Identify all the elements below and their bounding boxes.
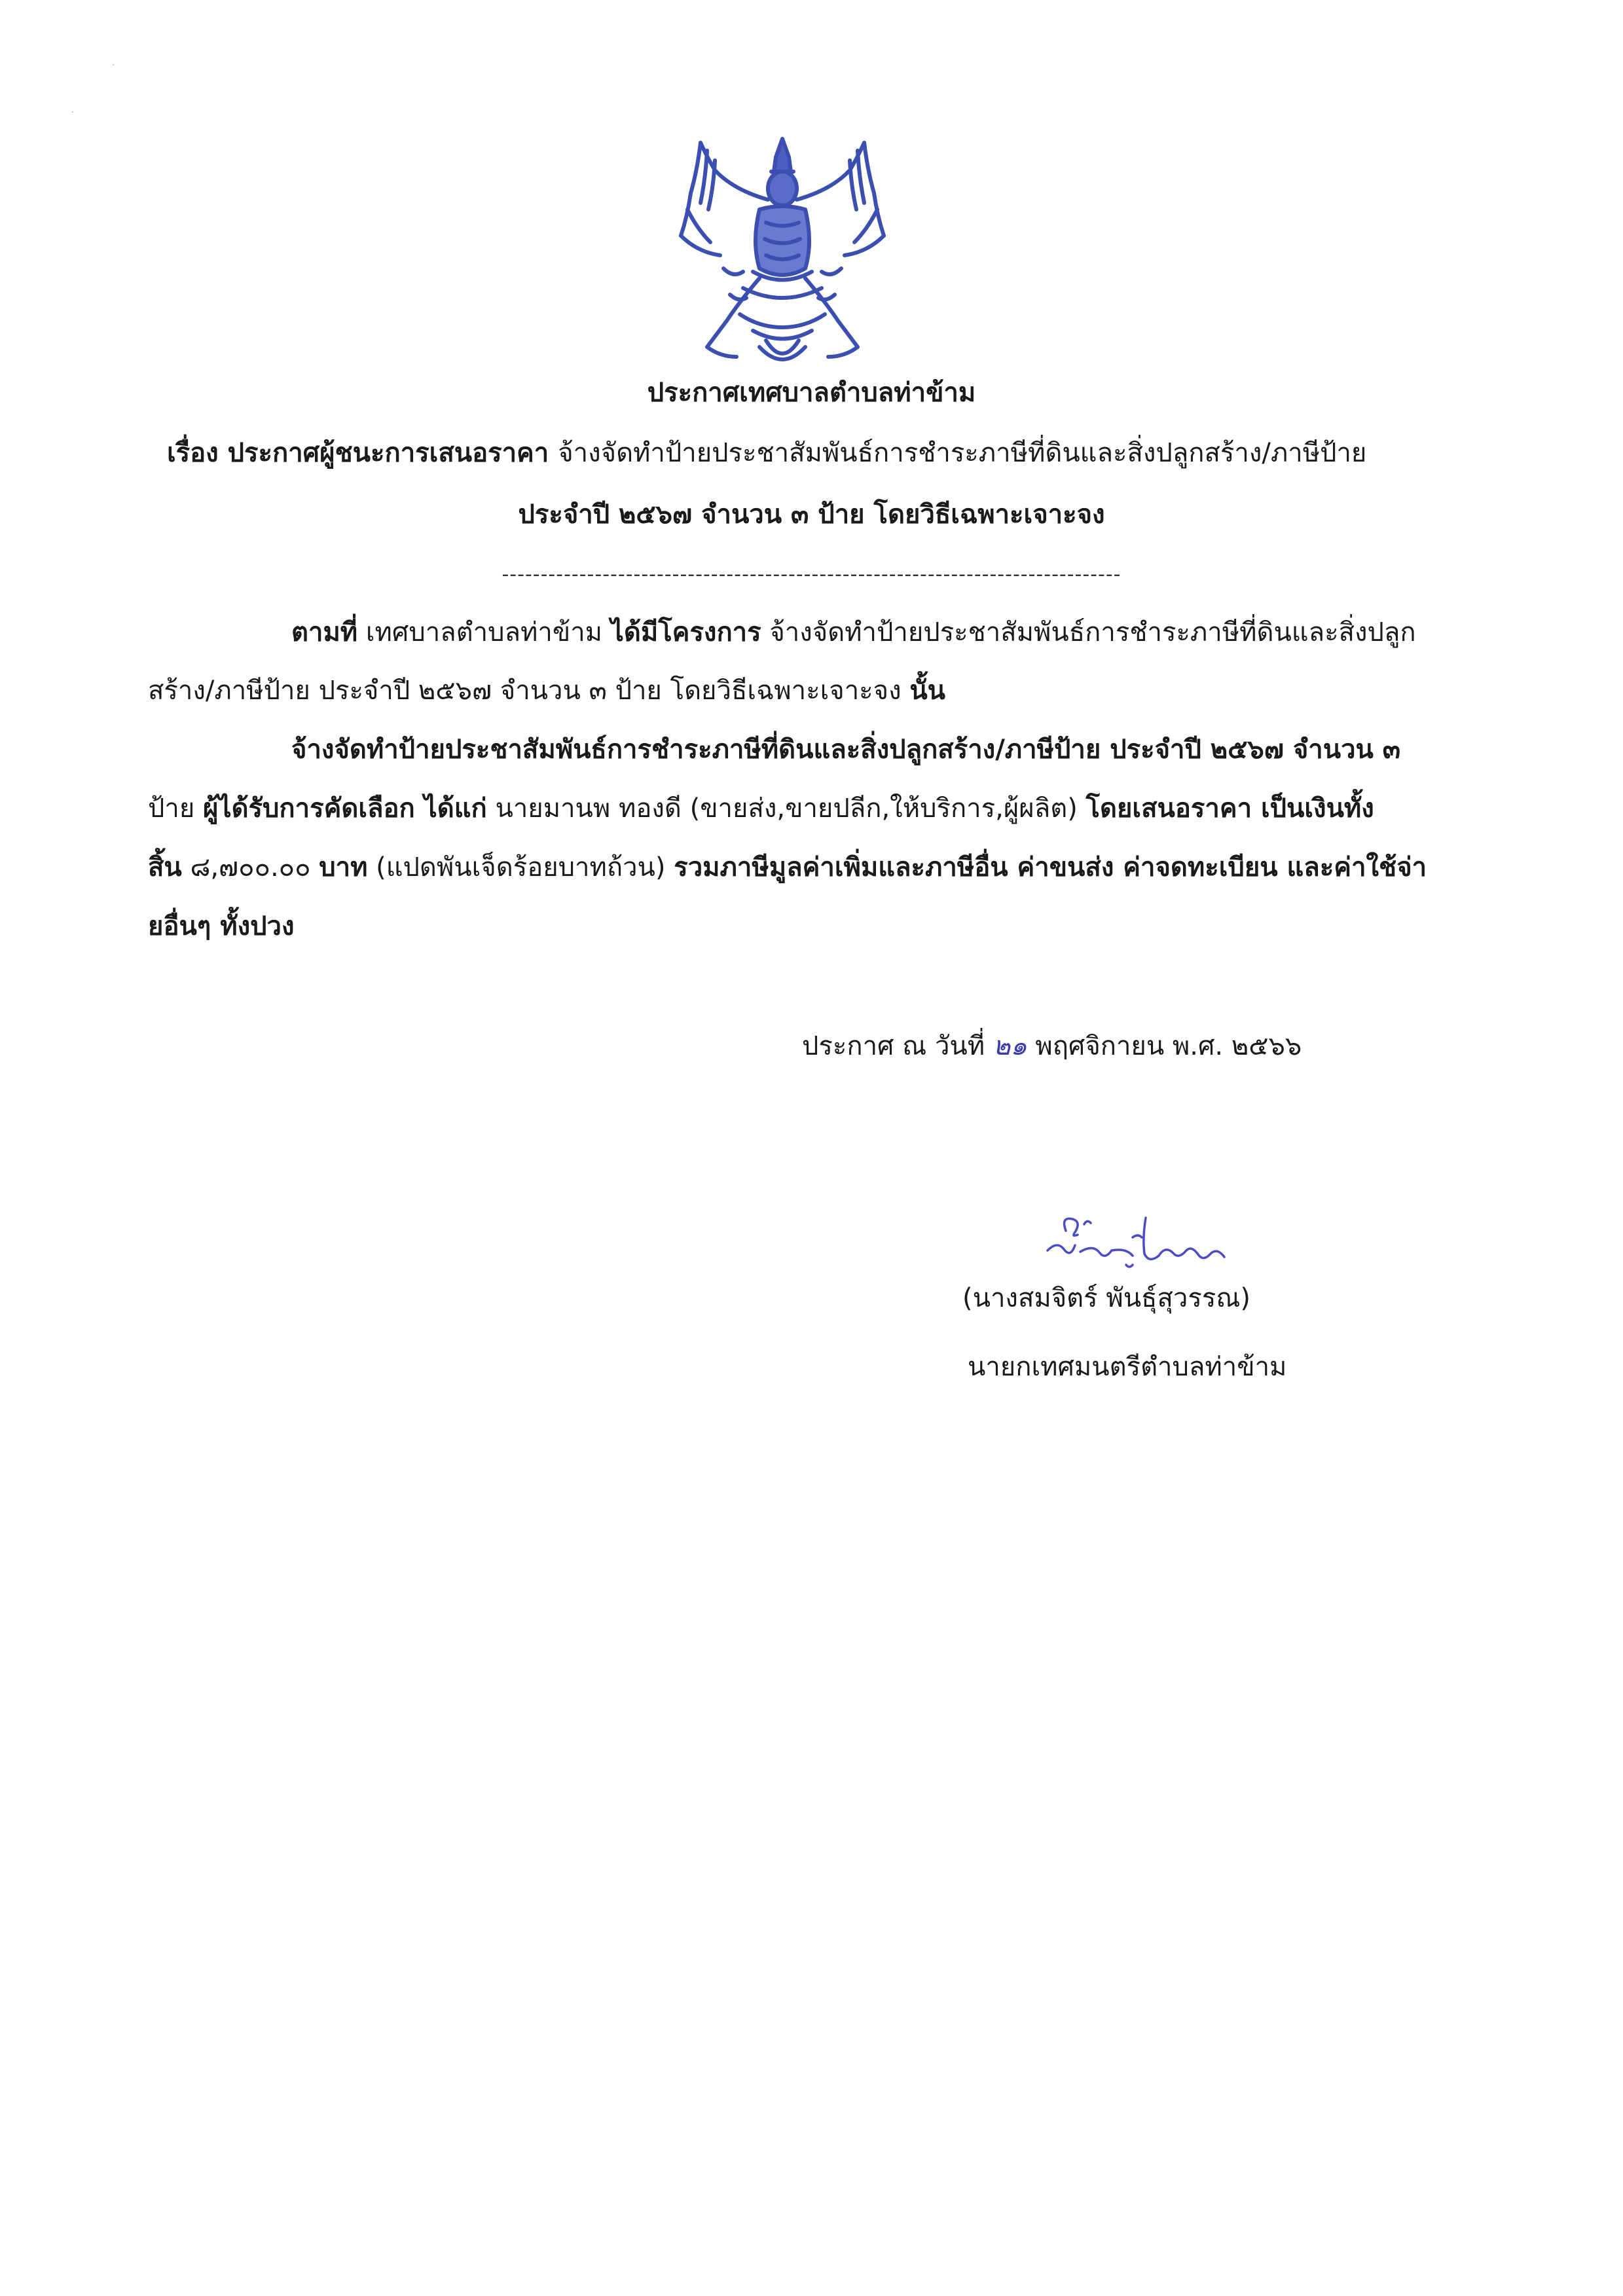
scan-speck: [113, 64, 114, 65]
p1-lead: ตามที่: [291, 617, 358, 647]
p2-selected-label: ผู้ได้รับการคัดเลือก ได้แก่: [203, 793, 487, 824]
subject-line: [167, 435, 1366, 471]
paragraph-2-line-1: [291, 731, 1400, 768]
p1-end: นั้น: [909, 676, 946, 706]
p2-lead: จ้างจัดทำป้ายประชาสัมพันธ์การชำระภาษีที่ดินและสิ่งปลูกสร้าง/ภาษีป้าย ประจำปี ๒๕๖๗ จำนวน ๓: [291, 735, 1401, 765]
p2-vendor: นายมานพ ทองดี (ขายส่ง,ขายปลีก,ให้บริการ,ผู้ผลิต): [486, 793, 1086, 824]
p1-org: เทศบาลตำบลท่าข้าม: [357, 617, 611, 647]
date-day: ๒๑: [993, 1031, 1027, 1061]
p2-l2-a: ป้าย: [148, 793, 204, 824]
p2-line4: ยอื่นๆ ทั้งปวง: [148, 911, 295, 941]
paragraph-2-line-4: [148, 908, 295, 945]
paragraph-1-line-1: [291, 614, 1416, 651]
divider: --------------------------------------------------------------------------------: [501, 563, 1122, 586]
p2-baht: บาท: [319, 852, 368, 883]
announcement-date: [802, 1028, 1302, 1065]
signer-position: นายกเทศมนตรีตำบลท่าข้าม: [968, 1352, 1287, 1382]
handwritten-signature: [1034, 1205, 1237, 1277]
p2-amount: ๘,๗๐๐.๐๐: [181, 852, 319, 883]
announcement-title: ประกาศเทศบาลตำบลท่าข้าม: [647, 378, 976, 408]
paragraph-1-line-2: [148, 672, 945, 709]
date-rest: พฤศจิกายน พ.ศ. ๒๕๖๖: [1027, 1031, 1302, 1061]
subject-text: จ้างจัดทำป้ายประชาสัมพันธ์การชำระภาษีที่ดินและสิ่งปลูกสร้าง/ภาษีป้าย: [558, 438, 1367, 468]
p1-line1-rest: จ้างจัดทำป้ายประชาสัมพันธ์การชำระภาษีที่ดินและสิ่งปลูก: [761, 617, 1416, 647]
p2-amount-words: (แปดพันเจ็ดร้อยบาทถ้วน): [367, 852, 674, 883]
paragraph-2-line-2: [148, 790, 1374, 827]
scan-speck: [72, 111, 73, 113]
p2-offer-label: โดยเสนอราคา เป็นเงินทั้ง: [1085, 793, 1374, 824]
p1-line2: สร้าง/ภาษีป้าย ประจำปี ๒๕๖๗ จำนวน ๓ ป้าย โดยวิธีเฉพาะเจาะจง: [148, 676, 910, 706]
garuda-seal-icon: [661, 131, 903, 373]
p2-total-label: สิ้น: [148, 852, 182, 883]
p1-project-label: ได้มีโครงการ: [610, 617, 761, 647]
paragraph-2-line-3: [148, 849, 1427, 886]
signer-name: (นางสมจิตร์ พันธุ์สุวรรณ): [962, 1283, 1251, 1313]
p2-rest: รวมภาษีมูลค่าเพิ่มและภาษีอื่น ค่าขนส่ง ค่าจดทะเบียน และค่าใช้จ่า: [674, 852, 1427, 883]
subject-label: เรื่อง ประกาศผู้ชนะการเสนอราคา: [167, 438, 549, 468]
subject-line-2: ประจำปี ๒๕๖๗ จำนวน ๓ ป้าย โดยวิธีเฉพาะเจาะจง: [518, 500, 1105, 530]
date-prefix: ประกาศ ณ วันที่: [802, 1031, 993, 1061]
